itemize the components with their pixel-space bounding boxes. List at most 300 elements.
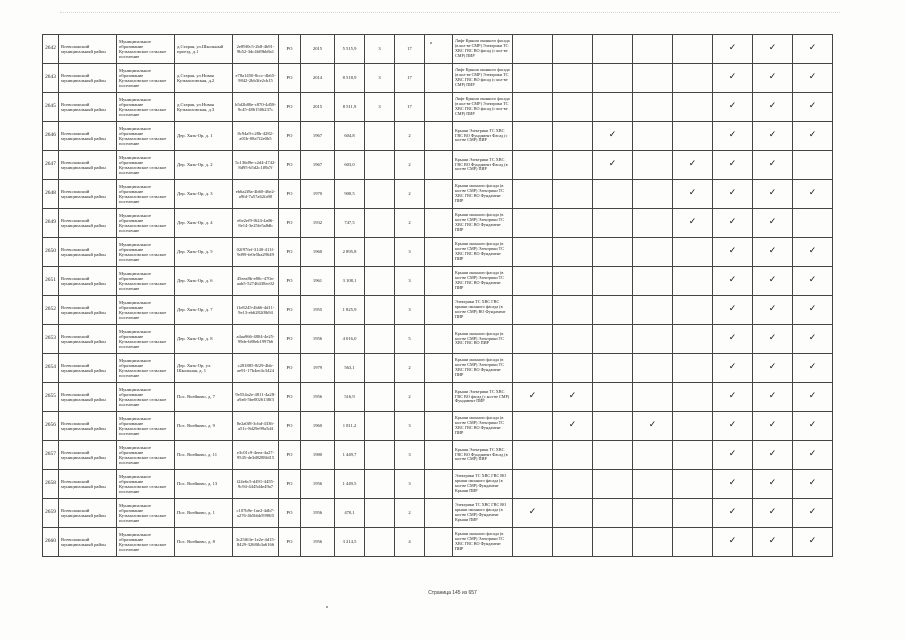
guid-cell: 3c25f63e-1e2e-4d15-8429-3268fb3a6166	[233, 528, 279, 557]
settlement-cell: Муниципальное образование Кузьмоловское сельское поселение	[117, 296, 175, 325]
empty-check-cell	[553, 441, 593, 470]
type-cell: РО	[279, 122, 301, 151]
area-cell: 5 515,9	[335, 35, 365, 64]
year-cell: 1955	[301, 296, 335, 325]
checkmark-icon: ✓	[673, 209, 713, 238]
settlement-cell: Муниципальное образование Кузьмоловское сельское поселение	[117, 122, 175, 151]
works-cell: Крыши оконного фасада (в кол-ве СМР) Электрики ТС ХВС ГВС ВО Фундамент ПИР	[453, 528, 513, 557]
empty-check-cell	[633, 209, 673, 238]
table-row	[43, 267, 833, 296]
flats-cell: 3	[395, 296, 425, 325]
area-cell: 3 108,1	[335, 267, 365, 296]
empty-check-cell	[593, 238, 633, 267]
floors-cell	[365, 209, 395, 238]
empty-check-cell	[513, 238, 553, 267]
checkmark-icon: ✓	[793, 64, 833, 93]
district-cell: Всеволожский муниципальный район	[59, 238, 117, 267]
type-cell: РО	[279, 151, 301, 180]
guid-cell: 9e554a2e-4811-4a28-a9a6-5be0026138f3	[233, 383, 279, 412]
empty-check-cell	[513, 122, 553, 151]
floors-cell	[365, 325, 395, 354]
flats-cell: 3	[395, 267, 425, 296]
empty-check-cell	[633, 441, 673, 470]
type-cell: РО	[279, 64, 301, 93]
checkmark-icon: ✓	[753, 354, 793, 383]
empty-check-cell	[673, 499, 713, 528]
flats-cell: 3	[395, 441, 425, 470]
district-cell: Всеволожский муниципальный район	[59, 412, 117, 441]
empty-check-cell	[553, 354, 593, 383]
district-cell: Всеволожский муниципальный район	[59, 470, 117, 499]
empty-check-cell	[553, 209, 593, 238]
table-row	[43, 209, 833, 238]
row-number: 2659	[43, 499, 59, 528]
table-row	[43, 383, 833, 412]
guid-cell: 8c94a9-c28b-4282-a01b-08a7f2e0b5	[233, 122, 279, 151]
area-cell: 900,5	[335, 180, 365, 209]
type-cell: РО	[279, 209, 301, 238]
checkmark-icon: ✓	[753, 267, 793, 296]
checkmark-icon: ✓	[753, 325, 793, 354]
works-cell: Лифт Крыши оконного фасада (в кол-ве СМР) Электрики ТС ХВС ГВС ВО фасад (с кол-ве СМР) ПИР	[453, 64, 513, 93]
address-cell: Дер. Хязь-Ор, д. 5	[175, 238, 233, 267]
checkmark-icon: ✓	[713, 93, 753, 122]
empty-cell	[425, 470, 453, 499]
row-number: 2646	[43, 122, 59, 151]
empty-cell	[425, 499, 453, 528]
checkmark-icon: ✓	[753, 35, 793, 64]
settlement-cell: Муниципальное образование Кузьмоловское сельское поселение	[117, 325, 175, 354]
flats-cell: 2	[395, 209, 425, 238]
settlement-cell: Муниципальное образование Кузьмоловское сельское поселение	[117, 151, 175, 180]
housing-register-table	[42, 34, 833, 557]
area-cell: 1 449,7	[335, 441, 365, 470]
empty-check-cell	[673, 441, 713, 470]
year-cell: 1956	[301, 325, 335, 354]
empty-check-cell	[593, 470, 633, 499]
flats-cell: 3	[395, 412, 425, 441]
row-number: 2657	[43, 441, 59, 470]
empty-check-cell	[513, 412, 553, 441]
checkmark-icon: ✓	[793, 180, 833, 209]
district-cell: Всеволожский муниципальный район	[59, 499, 117, 528]
year-cell: 1967	[301, 122, 335, 151]
row-number: 2643	[43, 64, 59, 93]
floors-cell	[365, 151, 395, 180]
checkmark-icon: ✓	[593, 151, 633, 180]
empty-check-cell	[513, 64, 553, 93]
checkmark-icon: ✓	[793, 528, 833, 557]
floors-cell	[365, 441, 395, 470]
floors-cell: 3	[365, 93, 395, 122]
row-number: 2651	[43, 267, 59, 296]
checkmark-icon: ✓	[753, 209, 793, 238]
type-cell: РО	[279, 499, 301, 528]
area-cell: 563,1	[335, 354, 365, 383]
address-cell: Дер. Хязь-Ор, д. 2	[175, 151, 233, 180]
empty-check-cell	[593, 35, 633, 64]
area-cell: 604,8	[335, 122, 365, 151]
checkmark-icon: ✓	[753, 528, 793, 557]
settlement-cell: Муниципальное образование Кузьмоловское сельское поселение	[117, 528, 175, 557]
checkmark-icon: ✓	[793, 383, 833, 412]
empty-check-cell	[593, 296, 633, 325]
checkmark-icon: ✓	[753, 122, 793, 151]
empty-check-cell	[553, 64, 593, 93]
checkmark-icon: ✓	[793, 354, 833, 383]
settlement-cell: Муниципальное образование Кузьмоловское сельское поселение	[117, 412, 175, 441]
address-cell: Дер. Хязь-Ор, д. 8	[175, 325, 233, 354]
empty-check-cell	[593, 499, 633, 528]
works-cell: Крыши оконного фасада (в кол-ве СМР) Электрики ТС ХВС ГВС ВО Фундамент ПИР	[453, 180, 513, 209]
district-cell: Всеволожский муниципальный район	[59, 151, 117, 180]
guid-cell: a4aa966-4804-4e25-99de-b80eb1997b6	[233, 325, 279, 354]
empty-check-cell	[673, 528, 713, 557]
empty-check-cell	[673, 238, 713, 267]
table-row	[43, 499, 833, 528]
empty-check-cell	[593, 64, 633, 93]
table-row	[43, 470, 833, 499]
year-cell: 2015	[301, 93, 335, 122]
flats-cell: 3	[395, 238, 425, 267]
table-row	[43, 354, 833, 383]
empty-check-cell	[513, 35, 553, 64]
empty-check-cell	[793, 209, 833, 238]
year-cell: 1980	[301, 441, 335, 470]
empty-cell	[425, 180, 453, 209]
address-cell: Дер. Хязь-Ор, д. 6	[175, 267, 233, 296]
table-row	[43, 35, 833, 64]
area-cell: 2 895,8	[335, 238, 365, 267]
district-cell: Всеволожский муниципальный район	[59, 296, 117, 325]
empty-check-cell	[633, 122, 673, 151]
district-cell: Всеволожский муниципальный район	[59, 122, 117, 151]
settlement-cell: Муниципальное образование Кузьмоловское сельское поселение	[117, 35, 175, 64]
flats-cell: 17	[395, 93, 425, 122]
empty-check-cell	[673, 122, 713, 151]
address-cell: д.Старая, ул.Школьный проезд, д.1	[175, 35, 233, 64]
checkmark-icon: ✓	[753, 93, 793, 122]
empty-check-cell	[633, 354, 673, 383]
row-number: 2658	[43, 470, 59, 499]
empty-check-cell	[673, 267, 713, 296]
district-cell: Всеволожский муниципальный район	[59, 93, 117, 122]
empty-check-cell	[553, 122, 593, 151]
empty-cell	[425, 528, 453, 557]
works-cell: Крыши Электрики ТС ХВС ГВС ВО фасад (с кол-ве СМР) Фундамент ПИР	[453, 383, 513, 412]
empty-cell	[425, 296, 453, 325]
type-cell: РО	[279, 180, 301, 209]
empty-cell	[425, 267, 453, 296]
works-cell: Крыши Электрики ТС ХВС ГВС ВО Фундамент Фасад (в кол-ве СМР) ПИР	[453, 441, 513, 470]
empty-check-cell	[553, 180, 593, 209]
empty-check-cell	[553, 267, 593, 296]
empty-check-cell	[513, 325, 553, 354]
empty-check-cell	[633, 383, 673, 412]
works-cell: Крыши оконного фасада (в кол-ве СМР) Электрики ТС ХВС ГВС ВО ПИР	[453, 325, 513, 354]
empty-check-cell	[513, 354, 553, 383]
address-cell: д.Старая, ул.Новая Кузьмоловская, д.2	[175, 64, 233, 93]
area-cell: 4 016,0	[335, 325, 365, 354]
floors-cell	[365, 267, 395, 296]
district-cell: Всеволожский муниципальный район	[59, 441, 117, 470]
guid-cell: 8e2a0f8-3cbd-4336-a51c-8d29e99a5d4	[233, 412, 279, 441]
empty-check-cell	[673, 470, 713, 499]
empty-cell	[425, 35, 453, 64]
checkmark-icon: ✓	[753, 64, 793, 93]
floors-cell: 3	[365, 35, 395, 64]
settlement-cell: Муниципальное образование Кузьмоловское сельское поселение	[117, 209, 175, 238]
settlement-cell: Муниципальное образование Кузьмоловское сельское поселение	[117, 267, 175, 296]
settlement-cell: Муниципальное образование Кузьмоловское сельское поселение	[117, 354, 175, 383]
settlement-cell: Муниципальное образование Кузьмоловское сельское поселение	[117, 93, 175, 122]
district-cell: Всеволожский муниципальный район	[59, 354, 117, 383]
empty-check-cell	[593, 528, 633, 557]
address-cell: Пос. Воейково, д. 1	[175, 499, 233, 528]
year-cell: 1956	[301, 470, 335, 499]
empty-check-cell	[633, 151, 673, 180]
guid-cell: 5c136d9e-c2d4-4742-8d95-b5d2c1f8b7f	[233, 151, 279, 180]
type-cell: РО	[279, 35, 301, 64]
settlement-cell: Муниципальное образование Кузьмоловское сельское поселение	[117, 470, 175, 499]
empty-cell	[425, 93, 453, 122]
checkmark-icon: ✓	[713, 325, 753, 354]
works-cell: Лифт Крыши оконного фасада (в кол-ве СМР) Электрики ТС ХВС ГВС ВО фасад (с кол-ве СМР) ПИР	[453, 93, 513, 122]
guid-cell: 02f97fef-3140-411f-9d99-fe0e5ba29649	[233, 238, 279, 267]
empty-check-cell	[633, 180, 673, 209]
row-number: 2647	[43, 151, 59, 180]
empty-check-cell	[673, 296, 713, 325]
flats-cell: 2	[395, 354, 425, 383]
checkmark-icon: ✓	[793, 470, 833, 499]
checkmark-icon: ✓	[793, 441, 833, 470]
checkmark-icon: ✓	[713, 296, 753, 325]
works-cell: Крыши оконного фасада (в кол-ве СМР) Электрики ТС ХВС ГВС ВО Фундамент ПИР	[453, 354, 513, 383]
area-cell: 3 214,5	[335, 528, 365, 557]
works-cell: Электрики ТС ХВС ГВС крыши оконного фасада (в кол-ве СМР) ВО Фундамент ПИР	[453, 296, 513, 325]
area-cell: 8 518,9	[335, 64, 365, 93]
works-cell: Крыши Электрики ТС ХВС ГВС ВО Фундамент Фасад (с кол-ве СМР) ПИР	[453, 122, 513, 151]
floors-cell	[365, 122, 395, 151]
flats-cell: 2	[395, 122, 425, 151]
row-number: 2656	[43, 412, 59, 441]
empty-cell	[425, 122, 453, 151]
checkmark-icon: ✓	[793, 267, 833, 296]
empty-check-cell	[633, 267, 673, 296]
settlement-cell: Муниципальное образование Кузьмоловское сельское поселение	[117, 238, 175, 267]
empty-check-cell	[513, 267, 553, 296]
area-cell: 1 811,2	[335, 412, 365, 441]
checkmark-icon: ✓	[513, 499, 553, 528]
empty-check-cell	[593, 412, 633, 441]
year-cell: 1979	[301, 354, 335, 383]
page-number: Страница 145 из 657	[428, 590, 477, 596]
type-cell: РО	[279, 383, 301, 412]
empty-cell	[425, 325, 453, 354]
works-cell: Крыши оконного фасада (в кол-ве СМР) Электрики ТС ХВС ГВС ВО Фундамент ПИР	[453, 238, 513, 267]
empty-check-cell	[593, 354, 633, 383]
empty-check-cell	[513, 470, 553, 499]
district-cell: Всеволожский муниципальный район	[59, 35, 117, 64]
year-cell: 1960	[301, 412, 335, 441]
empty-cell	[425, 151, 453, 180]
type-cell: РО	[279, 528, 301, 557]
row-number: 2652	[43, 296, 59, 325]
flats-cell: 2	[395, 180, 425, 209]
checkmark-icon: ✓	[513, 383, 553, 412]
area-cell: 1 449,5	[335, 470, 365, 499]
district-cell: Всеволожский муниципальный район	[59, 383, 117, 412]
empty-cell	[425, 441, 453, 470]
flats-cell: 17	[395, 64, 425, 93]
settlement-cell: Муниципальное образование Кузьмоловское сельское поселение	[117, 180, 175, 209]
empty-check-cell	[633, 470, 673, 499]
empty-check-cell	[553, 470, 593, 499]
table-row	[43, 412, 833, 441]
checkmark-icon: ✓	[713, 209, 753, 238]
empty-check-cell	[593, 93, 633, 122]
empty-check-cell	[673, 354, 713, 383]
empty-check-cell	[673, 383, 713, 412]
type-cell: РО	[279, 238, 301, 267]
table-row	[43, 64, 833, 93]
checkmark-icon: ✓	[713, 499, 753, 528]
guid-cell: c281885-8f29-4bb-ae91-17b4ee4c3424	[233, 354, 279, 383]
table-row	[43, 296, 833, 325]
checkmark-icon: ✓	[753, 470, 793, 499]
address-cell: д.Старая, ул.Новая Кузьмоловская, д.3	[175, 93, 233, 122]
flats-cell: 2	[395, 499, 425, 528]
type-cell: РО	[279, 470, 301, 499]
checkmark-icon: ✓	[753, 180, 793, 209]
checkmark-icon: ✓	[793, 93, 833, 122]
table-row	[43, 441, 833, 470]
row-number: 2649	[43, 209, 59, 238]
works-cell: Крыши оконного фасада (в кол-ве СМР) Электрики ТС ХВС ГВС ВО Фундамент ПИР	[453, 209, 513, 238]
empty-check-cell	[513, 93, 553, 122]
checkmark-icon: ✓	[793, 35, 833, 64]
type-cell: РО	[279, 296, 301, 325]
guid-cell: e6e2ef9-f624-4a06-8e14-3e25fe5a8db	[233, 209, 279, 238]
checkmark-icon: ✓	[753, 499, 793, 528]
checkmark-icon: ✓	[793, 122, 833, 151]
address-cell: Пос. Воейково, д. 7	[175, 383, 233, 412]
guid-cell: eb6a2f8a-4b60-46e2-a9fd-7a57a62fa90	[233, 180, 279, 209]
district-cell: Всеволожский муниципальный район	[59, 180, 117, 209]
table-row	[43, 122, 833, 151]
checkmark-icon: ✓	[713, 441, 753, 470]
checkmark-icon: ✓	[753, 151, 793, 180]
checkmark-icon: ✓	[553, 383, 593, 412]
table-row	[43, 238, 833, 267]
flats-cell: 4	[395, 528, 425, 557]
checkmark-icon: ✓	[713, 122, 753, 151]
year-cell: 1956	[301, 499, 335, 528]
district-cell: Всеволожский муниципальный район	[59, 325, 117, 354]
empty-check-cell	[553, 93, 593, 122]
type-cell: РО	[279, 93, 301, 122]
empty-check-cell	[513, 441, 553, 470]
table-row	[43, 528, 833, 557]
register-body	[43, 35, 833, 557]
empty-check-cell	[553, 528, 593, 557]
empty-check-cell	[633, 325, 673, 354]
settlement-cell: Муниципальное образование Кузьмоловское сельское поселение	[117, 64, 175, 93]
empty-check-cell	[553, 35, 593, 64]
checkmark-icon: ✓	[713, 64, 753, 93]
checkmark-icon: ✓	[793, 499, 833, 528]
empty-check-cell	[593, 267, 633, 296]
address-cell: Дер. Хязь-Ор, д. 1	[175, 122, 233, 151]
checkmark-icon: ✓	[713, 35, 753, 64]
settlement-cell: Муниципальное образование Кузьмоловское сельское поселение	[117, 383, 175, 412]
scan-margin-line	[60, 12, 840, 13]
guid-cell: e3c01c9-4eea-4a27-9545-de3d8288fd15	[233, 441, 279, 470]
floors-cell	[365, 528, 395, 557]
checkmark-icon: ✓	[753, 412, 793, 441]
guid-cell: b5d2b80e-c870-4d58-9c45-4861506237c	[233, 93, 279, 122]
year-cell: 1932	[301, 209, 335, 238]
address-cell: Дер. Хязь-Ор, д. 4	[175, 209, 233, 238]
checkmark-icon: ✓	[713, 528, 753, 557]
empty-check-cell	[793, 151, 833, 180]
row-number: 2653	[43, 325, 59, 354]
empty-check-cell	[593, 441, 633, 470]
checkmark-icon: ✓	[673, 151, 713, 180]
floors-cell	[365, 354, 395, 383]
empty-check-cell	[593, 325, 633, 354]
district-cell: Всеволожский муниципальный район	[59, 528, 117, 557]
guid-cell: f24e6c5-d491-4455-9c94-4445d4e49a7	[233, 470, 279, 499]
empty-check-cell	[593, 209, 633, 238]
flats-cell: 17	[395, 35, 425, 64]
empty-check-cell	[513, 209, 553, 238]
empty-cell	[425, 354, 453, 383]
checkmark-icon: ✓	[793, 296, 833, 325]
checkmark-icon: ✓	[713, 238, 753, 267]
type-cell: РО	[279, 325, 301, 354]
works-cell: Крыши Электрики ТС ХВС ГВС ВО Фундамент Фасад (в кол-ве СМР) ПИР	[453, 151, 513, 180]
year-cell: 1970	[301, 180, 335, 209]
checkmark-icon: ✓	[793, 325, 833, 354]
year-cell: 1967	[301, 151, 335, 180]
type-cell: РО	[279, 412, 301, 441]
empty-cell	[425, 64, 453, 93]
empty-check-cell	[593, 180, 633, 209]
type-cell: РО	[279, 354, 301, 383]
checkmark-icon: ✓	[793, 238, 833, 267]
empty-check-cell	[513, 528, 553, 557]
guid-cell: 2e89f0c5-2b8-4b91-9b52-3dc4fd9bb8a1	[233, 35, 279, 64]
checkmark-icon: ✓	[713, 180, 753, 209]
empty-cell	[425, 412, 453, 441]
address-cell: Дер. Хязь-Ор, д. 3	[175, 180, 233, 209]
checkmark-icon: ✓	[713, 470, 753, 499]
empty-check-cell	[553, 238, 593, 267]
area-cell: 8 511,9	[335, 93, 365, 122]
row-number: 2654	[43, 354, 59, 383]
table-row	[43, 180, 833, 209]
empty-check-cell	[593, 383, 633, 412]
empty-check-cell	[633, 35, 673, 64]
year-cell: 2014	[301, 64, 335, 93]
row-number: 2655	[43, 383, 59, 412]
checkmark-icon: ✓	[593, 122, 633, 151]
empty-check-cell	[513, 151, 553, 180]
year-cell: 1956	[301, 528, 335, 557]
area-cell: 516,9	[335, 383, 365, 412]
scan-speck	[326, 606, 328, 608]
